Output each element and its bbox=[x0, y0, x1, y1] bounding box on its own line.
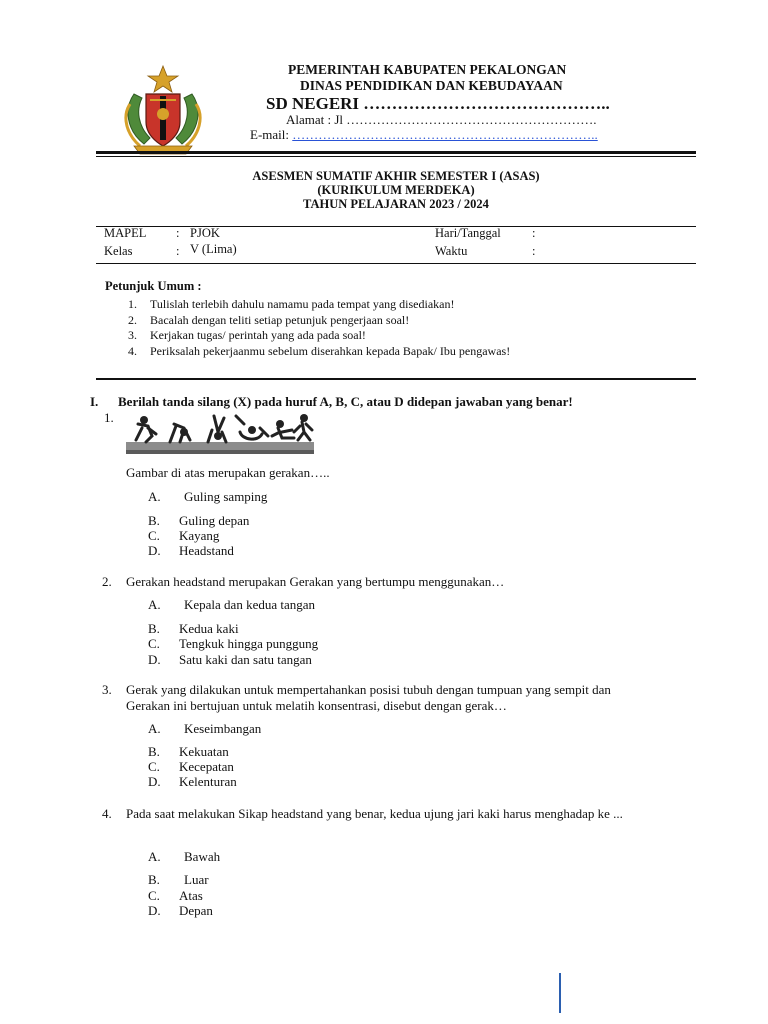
email-link[interactable]: …………………………………………………………….. bbox=[292, 127, 598, 142]
question-1-option-d-letter[interactable]: D. bbox=[148, 543, 161, 558]
forward-roll-sequence-icon bbox=[126, 410, 314, 456]
petunjuk-item-2: Bacalah dengan teliti setiap petunjuk pengerjaan soal! bbox=[150, 313, 410, 327]
question-3-option-c-text[interactable]: Kecepatan bbox=[179, 759, 234, 774]
hari-tanggal-colon: : bbox=[532, 226, 536, 240]
question-1-option-c-text[interactable]: Kayang bbox=[179, 528, 220, 543]
exam-title: ASESMEN SUMATIF AKHIR SEMESTER I (ASAS) bbox=[252, 169, 540, 183]
hari-tanggal-label: Hari/Tanggal bbox=[435, 226, 501, 240]
header-email bbox=[250, 127, 598, 143]
question-4-option-c-text[interactable]: Atas bbox=[179, 888, 203, 903]
petunjuk-item-4: Periksalah pekerjaanmu sebelum diserahkan kepada Bapak/ Ibu pengawas! bbox=[150, 344, 511, 358]
question-2-option-d-text[interactable]: Satu kaki dan satu tangan bbox=[179, 652, 312, 667]
question-2-option-b-letter[interactable]: B. bbox=[148, 621, 160, 636]
question-3-option-c-letter[interactable]: C. bbox=[148, 759, 160, 774]
exam-school-year: TAHUN PELAJARAN 2023 / 2024 bbox=[303, 197, 489, 211]
petunjuk-heading: Petunjuk Umum : bbox=[105, 279, 202, 293]
question-1-number: 1. bbox=[104, 410, 114, 425]
section-instruction: Berilah tanda silang (X) pada huruf A, B, C, atau D didepan jawaban yang benar! bbox=[118, 394, 573, 409]
question-4-number: 4. bbox=[102, 806, 112, 821]
question-4-text: Pada saat melakukan Sikap headstand yang benar, kedua ujung jari kaki harus menghadap ke ... bbox=[126, 806, 623, 821]
question-2-option-b-text[interactable]: Kedua kaki bbox=[179, 621, 239, 636]
mapel-label: MAPEL bbox=[104, 226, 147, 240]
exam-curriculum: (KURIKULUM MERDEKA) bbox=[317, 183, 475, 197]
question-3-text-line1: Gerak yang dilakukan untuk mempertahankan posisi tubuh dengan tumpuan yang sempit dan bbox=[126, 682, 611, 697]
question-3-text-line2: Gerakan ini bertujuan untuk melatih konsentrasi, disebut dengan gerak… bbox=[126, 698, 507, 713]
question-1-option-b-letter[interactable]: B. bbox=[148, 513, 160, 528]
question-3-option-a-text[interactable]: Keseimbangan bbox=[184, 721, 262, 736]
question-4-option-a-text[interactable]: Bawah bbox=[184, 849, 221, 864]
question-3-option-d-text[interactable]: Kelenturan bbox=[179, 774, 237, 789]
header-address: Alamat : Jl …………………………………………………. bbox=[286, 112, 597, 127]
question-1-option-a-letter[interactable]: A. bbox=[148, 489, 161, 504]
petunjuk-num-4: 4. bbox=[128, 344, 137, 358]
question-3-option-d-letter[interactable]: D. bbox=[148, 774, 161, 789]
petunjuk-num-1: 1. bbox=[128, 297, 137, 311]
section-number: I. bbox=[90, 394, 99, 409]
question-1-option-c-letter[interactable]: C. bbox=[148, 528, 160, 543]
kelas-colon: : bbox=[176, 244, 180, 258]
waktu-colon: : bbox=[532, 244, 536, 258]
question-2-option-a-text[interactable]: Kepala dan kedua tangan bbox=[184, 597, 316, 612]
pekalongan-regency-emblem-icon bbox=[120, 64, 206, 156]
header-school-name: SD NEGERI …………………………………….. bbox=[266, 94, 610, 113]
text-cursor bbox=[559, 973, 561, 1013]
question-4-option-c-letter[interactable]: C. bbox=[148, 888, 160, 903]
petunjuk-num-3: 3. bbox=[128, 328, 137, 342]
question-2-option-c-text[interactable]: Tengkuk hingga punggung bbox=[179, 636, 319, 651]
petunjuk-num-2: 2. bbox=[128, 313, 137, 327]
question-4-option-a-letter[interactable]: A. bbox=[148, 849, 161, 864]
header-divider-thick bbox=[96, 151, 696, 154]
question-3-option-a-letter[interactable]: A. bbox=[148, 721, 161, 736]
mapel-colon: : bbox=[176, 226, 180, 240]
info-bottom-border bbox=[96, 263, 696, 264]
question-3-option-b-letter[interactable]: B. bbox=[148, 744, 160, 759]
question-2-option-a-letter[interactable]: A. bbox=[148, 597, 161, 612]
header-department-line: DINAS PENDIDIKAN DAN KEBUDAYAAN bbox=[300, 78, 563, 93]
petunjuk-item-3: Kerjakan tugas/ perintah yang ada pada soal! bbox=[150, 328, 366, 342]
question-2-option-d-letter[interactable]: D. bbox=[148, 652, 161, 667]
mapel-value: PJOK bbox=[190, 226, 220, 240]
question-4-option-b-letter[interactable]: B. bbox=[148, 872, 160, 887]
kelas-value: V (Lima) bbox=[190, 242, 237, 256]
question-2-number: 2. bbox=[102, 574, 112, 589]
header-divider-thin bbox=[96, 156, 696, 157]
petunjuk-item-1: Tulislah terlebih dahulu namamu pada tempat yang disediakan! bbox=[150, 297, 455, 311]
question-2-option-c-letter[interactable]: C. bbox=[148, 636, 160, 651]
question-1-option-a-text[interactable]: Guling samping bbox=[184, 489, 268, 504]
email-label: E-mail: bbox=[250, 127, 293, 142]
question-3-number: 3. bbox=[102, 682, 112, 697]
waktu-label: Waktu bbox=[435, 244, 468, 258]
info-top-border bbox=[96, 226, 696, 227]
question-4-option-d-text[interactable]: Depan bbox=[179, 903, 213, 918]
question-4-option-b-text[interactable]: Luar bbox=[184, 872, 209, 887]
section-divider bbox=[96, 378, 696, 380]
question-1-option-d-text[interactable]: Headstand bbox=[179, 543, 234, 558]
question-4-option-d-letter[interactable]: D. bbox=[148, 903, 161, 918]
kelas-label: Kelas bbox=[104, 244, 133, 258]
question-1-option-b-text[interactable]: Guling depan bbox=[179, 513, 250, 528]
header-government-line: PEMERINTAH KABUPATEN PEKALONGAN bbox=[288, 62, 567, 77]
question-2-text: Gerakan headstand merupakan Gerakan yang bertumpu menggunakan… bbox=[126, 574, 505, 589]
question-1-text: Gambar di atas merupakan gerakan….. bbox=[126, 465, 330, 480]
question-3-option-b-text[interactable]: Kekuatan bbox=[179, 744, 229, 759]
